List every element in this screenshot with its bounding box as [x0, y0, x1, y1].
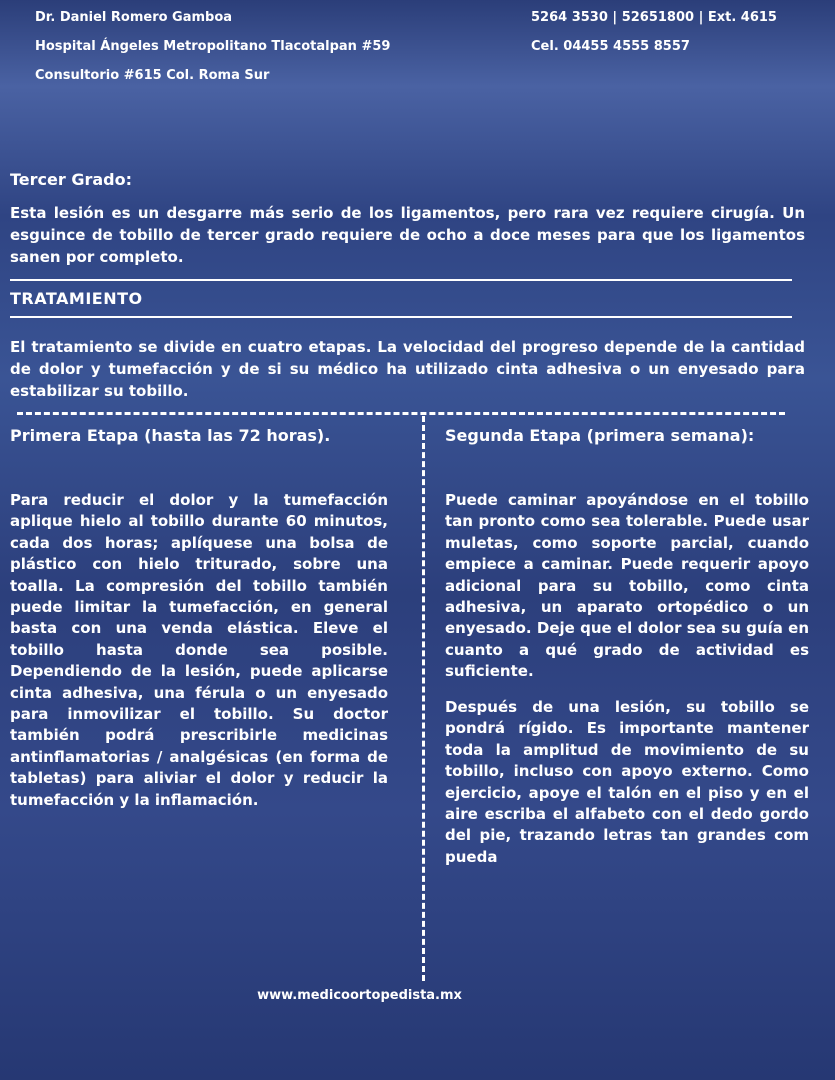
footer	[0, 988, 835, 1003]
primera-etapa-text	[10, 490, 388, 811]
divider-bottom	[10, 316, 792, 318]
hospital-address: Hospital Ángeles Metropolitano Tlacotalpan #59	[35, 39, 391, 54]
tercer-grado-heading: Tercer Grado:	[10, 170, 132, 189]
tratamiento-text: El tratamiento se divide en cuatro etapas. La velocidad del progreso depende de la cantidad de dolor y tumefacción y de si su médico ha utilizado cinta adhesiva o un enyesado para estabilizar su tobillo.	[10, 338, 805, 400]
primera-etapa-paragraph: Para reducir el dolor y la tumefacción aplique hielo al tobillo durante 60 minutos, cada dos horas; aplíquese una bolsa de plástico con hielo triturado, sobre una toalla. La compresión del tobillo también puede limitar la tumefacción, en general basta con una venda elástica. Eleve el tobillo hasta donde sea posible. Dependiendo de la lesión, puede aplicarse cinta adhesiva, una férula o un enyesado para inmovilizar el tobillo. Su doctor también podrá prescribirle medicinas antinflamatorias / analgésicas (en forma de tabletas) para aliviar el dolor y reducir la tumefacción y la inflamación.	[10, 491, 388, 809]
segunda-etapa-title: Segunda Etapa (primera semana):	[445, 426, 755, 445]
website-link[interactable]: www.medicoortopedista.mx	[257, 988, 462, 1003]
office-address: Consultorio #615 Col. Roma Sur	[35, 68, 270, 83]
segunda-etapa-text-2	[445, 697, 809, 868]
primera-etapa-title: Primera Etapa (hasta las 72 horas).	[10, 426, 331, 445]
segunda-etapa-paragraph-1: Puede caminar apoyándose en el tobillo tan pronto como sea tolerable. Puede usar muletas, como soporte parcial, cuando empiece a caminar. Puede requerir apoyo adicional para su tobillo, como cinta adhesiva, un aparato ortopédico o un enyesado. Deje que el dolor sea su guía en cuanto a qué grado de actividad es suficiente.	[445, 491, 809, 681]
dashed-vertical-divider	[422, 416, 425, 981]
phone-block	[531, 3, 777, 61]
segunda-etapa-text-1	[445, 490, 809, 683]
doctor-name: Dr. Daniel Romero Gamboa	[35, 10, 233, 25]
office-phones: 5264 3530 | 52651800 | Ext. 4615	[531, 10, 777, 25]
cell-phone: Cel. 04455 4555 8557	[531, 39, 690, 54]
divider-top	[10, 279, 792, 281]
segunda-etapa-paragraph-2: Después de una lesión, su tobillo se pondrá rígido. Es importante mantener toda la amplitud de movimiento de su tobillo, incluso con apoyo externo. Como ejercicio, apoye el talón en el piso y en el aire escriba el alfabeto con el dedo gordo del pie, trazando letras tan grandes com pueda	[445, 698, 809, 866]
dashed-horizontal-divider	[17, 412, 785, 415]
doctor-contact-block	[35, 3, 390, 90]
tercer-grado-text: Esta lesión es un desgarre más serio de los ligamentos, pero rara vez requiere cirugía. Un esguince de tobillo de tercer grado requiere de ocho a doce meses para que los ligamentos sanen por completo.	[10, 204, 805, 266]
tratamiento-heading: TRATAMIENTO	[10, 289, 143, 308]
